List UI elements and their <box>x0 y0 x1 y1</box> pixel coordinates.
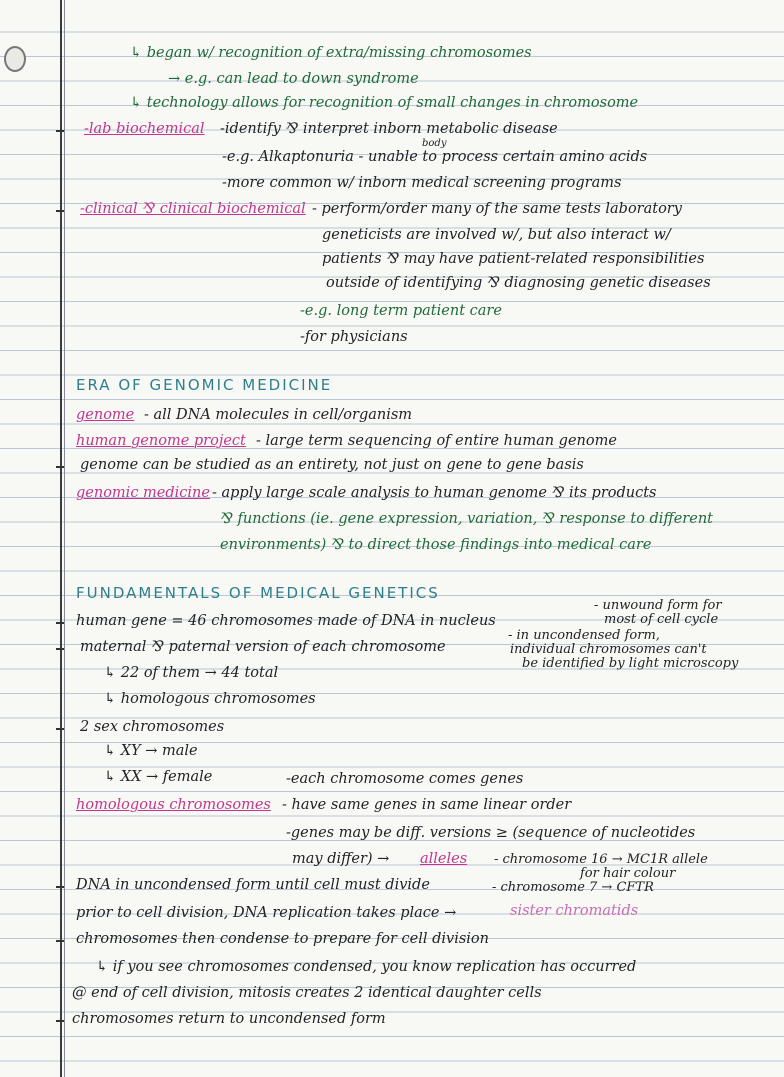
note-line-21: ↳ 22 of them → 44 total <box>104 665 279 681</box>
def-human-genome-project: - large term sequencing of entire human genome <box>256 433 617 449</box>
note-line-25b: -each chromosome comes genes <box>286 771 524 787</box>
note-line-29c: - chromosome 7 → CFTR <box>492 880 654 895</box>
note-line-6: -more common w/ inborn medical screening programs <box>222 175 622 191</box>
note-line-33: @ end of cell division, mitosis creates 2 identical daughter cells <box>72 985 542 1001</box>
note-line-15: genome can be studied as an entirety, not just on gene to gene basis <box>80 457 584 473</box>
term-genomic-medicine: genomic medicine <box>76 485 210 501</box>
binder-hole <box>4 46 26 72</box>
note-line-23: 2 sex chromosomes <box>80 719 225 735</box>
side-note-1: - unwound form for <box>594 598 722 613</box>
term-lab-biochemical: -lab biochemical <box>84 121 205 137</box>
def-homologous-chromosomes: - have same genes in same linear order <box>282 797 572 813</box>
margin-tick <box>56 1020 64 1022</box>
margin-tick <box>56 940 64 942</box>
margin-tick <box>56 886 64 888</box>
note-line-11: -e.g. long term patient care <box>300 303 502 319</box>
def-lab-biochemical: -identify ⅋ interpret inborn metabolic disease <box>220 121 558 137</box>
note-line-19: human gene = 46 chromosomes made of DNA in nucleus <box>76 613 496 629</box>
term-alleles: alleles <box>420 851 468 867</box>
note-line-3: ↳ technology allows for recognition of small changes in chromosome <box>130 95 639 111</box>
note-line-1: ↳ began w/ recognition of extra/missing chromosomes <box>130 45 532 61</box>
margin-tick <box>56 648 64 650</box>
side-note-2: most of cell cycle <box>604 612 719 627</box>
note-line-2: → e.g. can lead to down syndrome <box>168 71 419 87</box>
note-line-8: geneticists are involved w/, but also interact w/ <box>322 227 671 243</box>
term-homologous-chromosomes: homologous chromosomes <box>76 797 271 813</box>
note-line-25: ↳ XX → female <box>104 769 213 785</box>
note-line-27: -genes may be diff. versions ≥ (sequence of nucleotides <box>286 825 696 841</box>
margin-tick <box>56 728 64 730</box>
note-line-24: ↳ XY → male <box>104 743 198 759</box>
term-clinical-biochemical: -clinical ⅋ clinical biochemical <box>80 201 306 217</box>
note-line-22: ↳ homologous chromosomes <box>104 691 316 707</box>
margin-tick <box>56 210 64 212</box>
note-line-10: outside of identifying ⅋ diagnosing genetic diseases <box>326 275 711 291</box>
side-note-5: be identified by light microscopy <box>522 656 739 671</box>
term-sister-chromatids: sister chromatids <box>510 903 639 919</box>
def-clinical-biochemical: - perform/order many of the same tests laboratory <box>312 201 682 217</box>
note-line-12: -for physicians <box>300 329 408 345</box>
note-line-34: chromosomes return to uncondensed form <box>72 1011 386 1027</box>
note-line-29: DNA in uncondensed form until cell must divide <box>76 877 430 893</box>
note-line-30a: prior to cell division, DNA replication takes place → <box>76 905 457 921</box>
note-line-9: patients ⅋ may have patient-related responsibilities <box>322 251 705 267</box>
margin-tick <box>56 466 64 468</box>
side-note-4: individual chromosomes can't <box>510 642 707 657</box>
note-line-5: -e.g. Alkaptonuria - unable to process certain amino acids <box>222 149 648 165</box>
note-line-32: ↳ if you see chromosomes condensed, you know replication has occurred <box>96 959 637 975</box>
note-line-20: maternal ⅋ paternal version of each chromosome <box>80 639 446 655</box>
note-superscript-body: body <box>422 138 447 149</box>
note-line-18: environments) ⅋ to direct those findings into medical care <box>220 537 652 553</box>
note-line-28c: - chromosome 16 → MC1R allele <box>494 852 708 867</box>
margin-tick <box>56 130 64 132</box>
def-genomic-medicine: - apply large scale analysis to human genome ⅋ its products <box>212 485 657 501</box>
note-line-28a: may differ) → <box>292 851 390 867</box>
term-genome: genome <box>76 407 135 423</box>
term-human-genome-project: human genome project <box>76 433 246 449</box>
margin-line <box>60 0 62 1077</box>
note-superscript-hair: for hair colour <box>580 866 676 881</box>
margin-line-inner <box>64 0 65 1077</box>
section-heading-medical-genetics: FUNDAMENTALS OF MEDICAL GENETICS <box>76 584 440 602</box>
margin-tick <box>56 622 64 624</box>
side-note-3: - in uncondensed form, <box>508 628 660 643</box>
note-line-31: chromosomes then condense to prepare for cell division <box>76 931 489 947</box>
note-line-17: ⅋ functions (ie. gene expression, variation, ⅋ response to different <box>220 511 713 527</box>
def-genome: - all DNA molecules in cell/organism <box>144 407 413 423</box>
section-heading-genomic-medicine: ERA OF GENOMIC MEDICINE <box>76 376 333 394</box>
